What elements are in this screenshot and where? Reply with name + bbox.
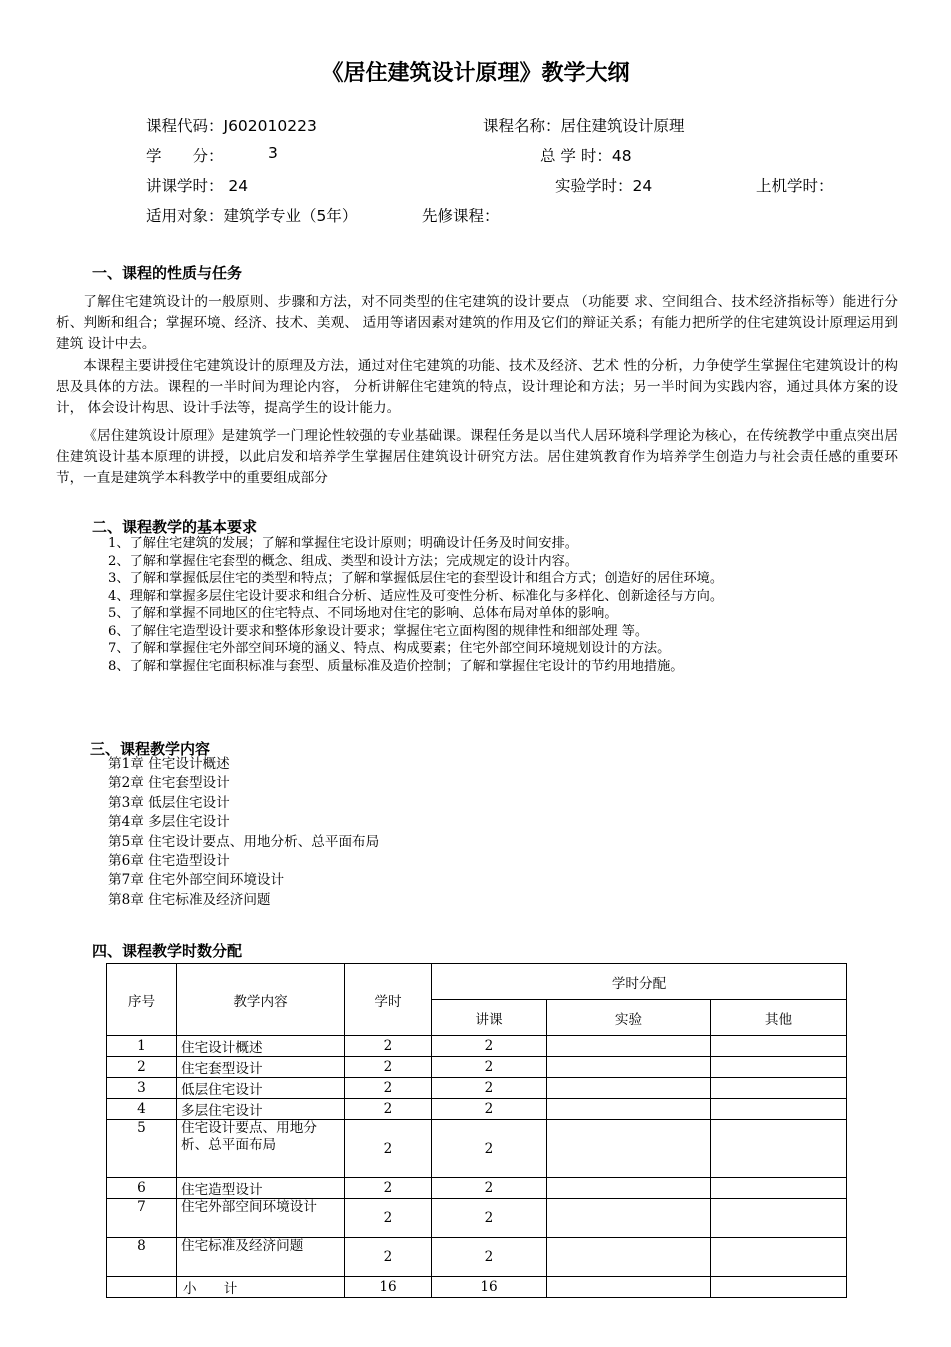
row-hours: 2 bbox=[345, 1036, 432, 1057]
row-lab bbox=[547, 1078, 711, 1099]
course-code: 课程代码：J602010223 bbox=[146, 117, 317, 135]
table-row bbox=[107, 1036, 847, 1057]
document-title: 《居住建筑设计原理》教学大纲 bbox=[321, 61, 630, 86]
row-other bbox=[711, 1199, 847, 1238]
row-lecture: 2 bbox=[432, 1036, 547, 1057]
list-item: 8、了解和掌握住宅面积标准与套型、质量标准及造价控制；了解和掌握住宅设计的节约用地措施。 bbox=[108, 658, 684, 674]
subtotal-spacer bbox=[107, 1277, 177, 1298]
row-lecture: 2 bbox=[432, 1199, 547, 1238]
row-no: 4 bbox=[107, 1099, 177, 1120]
list-item: 第7章 住宅外部空间环境设计 bbox=[108, 872, 285, 889]
row-lab bbox=[547, 1238, 711, 1277]
row-lab bbox=[547, 1178, 711, 1199]
row-content: 住宅造型设计 bbox=[177, 1178, 345, 1199]
list-item: 4、理解和掌握多层住宅设计要求和组合分析、适应性及可变性分析、标准化与多样化、创新途径与方向。 bbox=[108, 588, 724, 604]
section1-heading: 一、课程的性质与任务 bbox=[92, 264, 243, 282]
course-name: 课程名称：居住建筑设计原理 bbox=[483, 117, 685, 135]
row-lecture: 2 bbox=[432, 1238, 547, 1277]
list-item: 第5章 住宅设计要点、用地分析、总平面布局 bbox=[108, 833, 380, 850]
row-other bbox=[711, 1099, 847, 1120]
row-hours: 2 bbox=[345, 1120, 432, 1178]
row-other bbox=[711, 1078, 847, 1099]
row-no: 6 bbox=[107, 1178, 177, 1199]
row-hours: 2 bbox=[345, 1178, 432, 1199]
row-lab bbox=[547, 1120, 711, 1178]
subtotal-lab bbox=[547, 1277, 711, 1298]
list-item: 第4章 多层住宅设计 bbox=[108, 814, 230, 831]
section1-paragraph-2: 本课程主要讲授住宅建筑设计的原理及方法，通过对住宅建筑的功能、技术及经济、艺术 性的分析，力争使学生掌握住宅建筑设计的构思及具体的方法。课程的一半时间为理论内容， 分析讲解住宅建筑的特点，设计理论和方法；另一半时间为实践内容，通过具体方案的设计， 体会设计构思、设计手法等，提高学生的设计能力。 bbox=[56, 358, 898, 416]
list-item: 第1章 住宅设计概述 bbox=[108, 756, 230, 772]
row-lab bbox=[547, 1036, 711, 1057]
list-item: 7、了解和掌握住宅外部空间环境的涵义、特点、构成要素；住宅外部空间环境规划设计的方法。 bbox=[108, 641, 671, 656]
row-other bbox=[711, 1178, 847, 1199]
header-no: 序号 bbox=[107, 964, 177, 1036]
section1-paragraph-1: 了解住宅建筑设计的一般原则、步骤和方法，对不同类型的住宅建筑的设计要点 （功能要 求、空间组合、技术经济指标等）能进行分析、判断和组合；掌握环境、经济、技术、美观、 适用等诸因素对建筑的作用及它们的辩证关系；有能力把所学的住宅建筑设计原理运用到建筑 设计中去。 bbox=[56, 294, 898, 352]
row-no: 5 bbox=[107, 1120, 177, 1178]
table-row bbox=[107, 1178, 847, 1199]
row-no: 8 bbox=[107, 1238, 177, 1277]
row-content: 低层住宅设计 bbox=[177, 1078, 345, 1099]
computer-hours: 上机学时： bbox=[756, 177, 834, 195]
row-no: 1 bbox=[107, 1036, 177, 1057]
row-hours: 2 bbox=[345, 1238, 432, 1277]
lecture-hours: 讲课学时： 24 bbox=[146, 177, 249, 195]
chapter-list bbox=[108, 755, 379, 910]
row-hours: 2 bbox=[345, 1199, 432, 1238]
row-content: 住宅外部空间环境设计 bbox=[177, 1199, 345, 1238]
row-no: 7 bbox=[107, 1199, 177, 1238]
lab-hours: 实验学时：24 bbox=[555, 177, 653, 195]
section4-heading: 四、课程教学时数分配 bbox=[92, 942, 243, 960]
row-lecture: 2 bbox=[432, 1120, 547, 1178]
section2-heading: 二、课程教学的基本要求 bbox=[92, 518, 258, 536]
list-item: 1、了解住宅建筑的发展；了解和掌握住宅设计原则；明确设计任务及时间安排。 bbox=[108, 536, 578, 551]
row-lab bbox=[547, 1099, 711, 1120]
row-hours: 2 bbox=[345, 1057, 432, 1078]
row-lecture: 2 bbox=[432, 1099, 547, 1120]
row-other bbox=[711, 1120, 847, 1178]
row-no: 2 bbox=[107, 1057, 177, 1078]
row-other bbox=[711, 1057, 847, 1078]
list-item: 6、了解住宅造型设计要求和整体形象设计要求；掌握住宅立面构图的规律性和细部处理 等。 bbox=[108, 623, 649, 639]
table-row bbox=[107, 1057, 847, 1078]
subtotal-row bbox=[107, 1277, 847, 1298]
row-content: 住宅套型设计 bbox=[177, 1057, 345, 1078]
header-distribution: 学时分配 bbox=[432, 964, 847, 1000]
list-item: 第2章 住宅套型设计 bbox=[108, 775, 230, 792]
row-content: 住宅标准及经济问题 bbox=[177, 1238, 345, 1277]
section1-paragraph-3: 《居住建筑设计原理》是建筑学一门理论性较强的专业基础课。课程任务是以当代人居环境科学理论为核心，在传统教学中重点突出居住建筑设计基本原理的讲授，以此启发和培养学生掌握居住建筑设计研究方法。居住建筑教育作为培养学生创造力与社会责任感的重要环节，一直是建筑学本科教学中的重要组成部分 bbox=[56, 428, 898, 486]
list-item: 第3章 低层住宅设计 bbox=[108, 794, 230, 811]
subtotal-other bbox=[711, 1277, 847, 1298]
row-content: 住宅设计要点、用地分 析、总平面布局 bbox=[177, 1120, 345, 1178]
row-hours: 2 bbox=[345, 1078, 432, 1099]
subtotal-label: 小 计 bbox=[177, 1277, 345, 1298]
total-hours: 总 学 时：48 bbox=[540, 147, 632, 165]
header-lab: 实验 bbox=[547, 1000, 711, 1036]
table-row bbox=[107, 1099, 847, 1120]
list-item: 3、了解和掌握低层住宅的类型和特点；了解和掌握低层住宅的套型设计和组合方式；创造好的居住环境。 bbox=[108, 571, 724, 586]
row-lecture: 2 bbox=[432, 1057, 547, 1078]
list-item: 5、了解和掌握不同地区的住宅特点、不同场地对住宅的影响、总体布局对单体的影响。 bbox=[108, 606, 618, 621]
row-lab bbox=[547, 1199, 711, 1238]
subtotal-hours: 16 bbox=[345, 1277, 432, 1298]
table-row bbox=[107, 1238, 847, 1277]
table-row bbox=[107, 1120, 847, 1178]
row-lecture: 2 bbox=[432, 1078, 547, 1099]
table-row bbox=[107, 1199, 847, 1238]
header-content: 教学内容 bbox=[177, 964, 345, 1036]
hours-table bbox=[106, 963, 847, 1298]
row-hours: 2 bbox=[345, 1099, 432, 1120]
row-other bbox=[711, 1238, 847, 1277]
prerequisites: 先修课程： bbox=[422, 207, 500, 225]
subtotal-lecture: 16 bbox=[432, 1277, 547, 1298]
header-lecture: 讲课 bbox=[432, 1000, 547, 1036]
row-content: 多层住宅设计 bbox=[177, 1099, 345, 1120]
header-other: 其他 bbox=[711, 1000, 847, 1036]
section3-heading: 三、课程教学内容 bbox=[90, 740, 211, 758]
row-content: 住宅设计概述 bbox=[177, 1036, 345, 1057]
row-no: 3 bbox=[107, 1078, 177, 1099]
audience: 适用对象：建筑学专业（5年） bbox=[146, 207, 358, 225]
credit-label: 学 分： bbox=[146, 147, 224, 165]
list-item: 第6章 住宅造型设计 bbox=[108, 853, 230, 870]
requirements-list bbox=[108, 535, 890, 675]
list-item: 第8章 住宅标准及经济问题 bbox=[108, 891, 271, 908]
table-row bbox=[107, 1078, 847, 1099]
row-lab bbox=[547, 1057, 711, 1078]
row-lecture: 2 bbox=[432, 1178, 547, 1199]
credit-value: 3 bbox=[268, 144, 278, 162]
row-other bbox=[711, 1036, 847, 1057]
list-item: 2、了解和掌握住宅套型的概念、组成、类型和设计方法；完成规定的设计内容。 bbox=[108, 553, 578, 569]
header-hours: 学时 bbox=[345, 964, 432, 1036]
